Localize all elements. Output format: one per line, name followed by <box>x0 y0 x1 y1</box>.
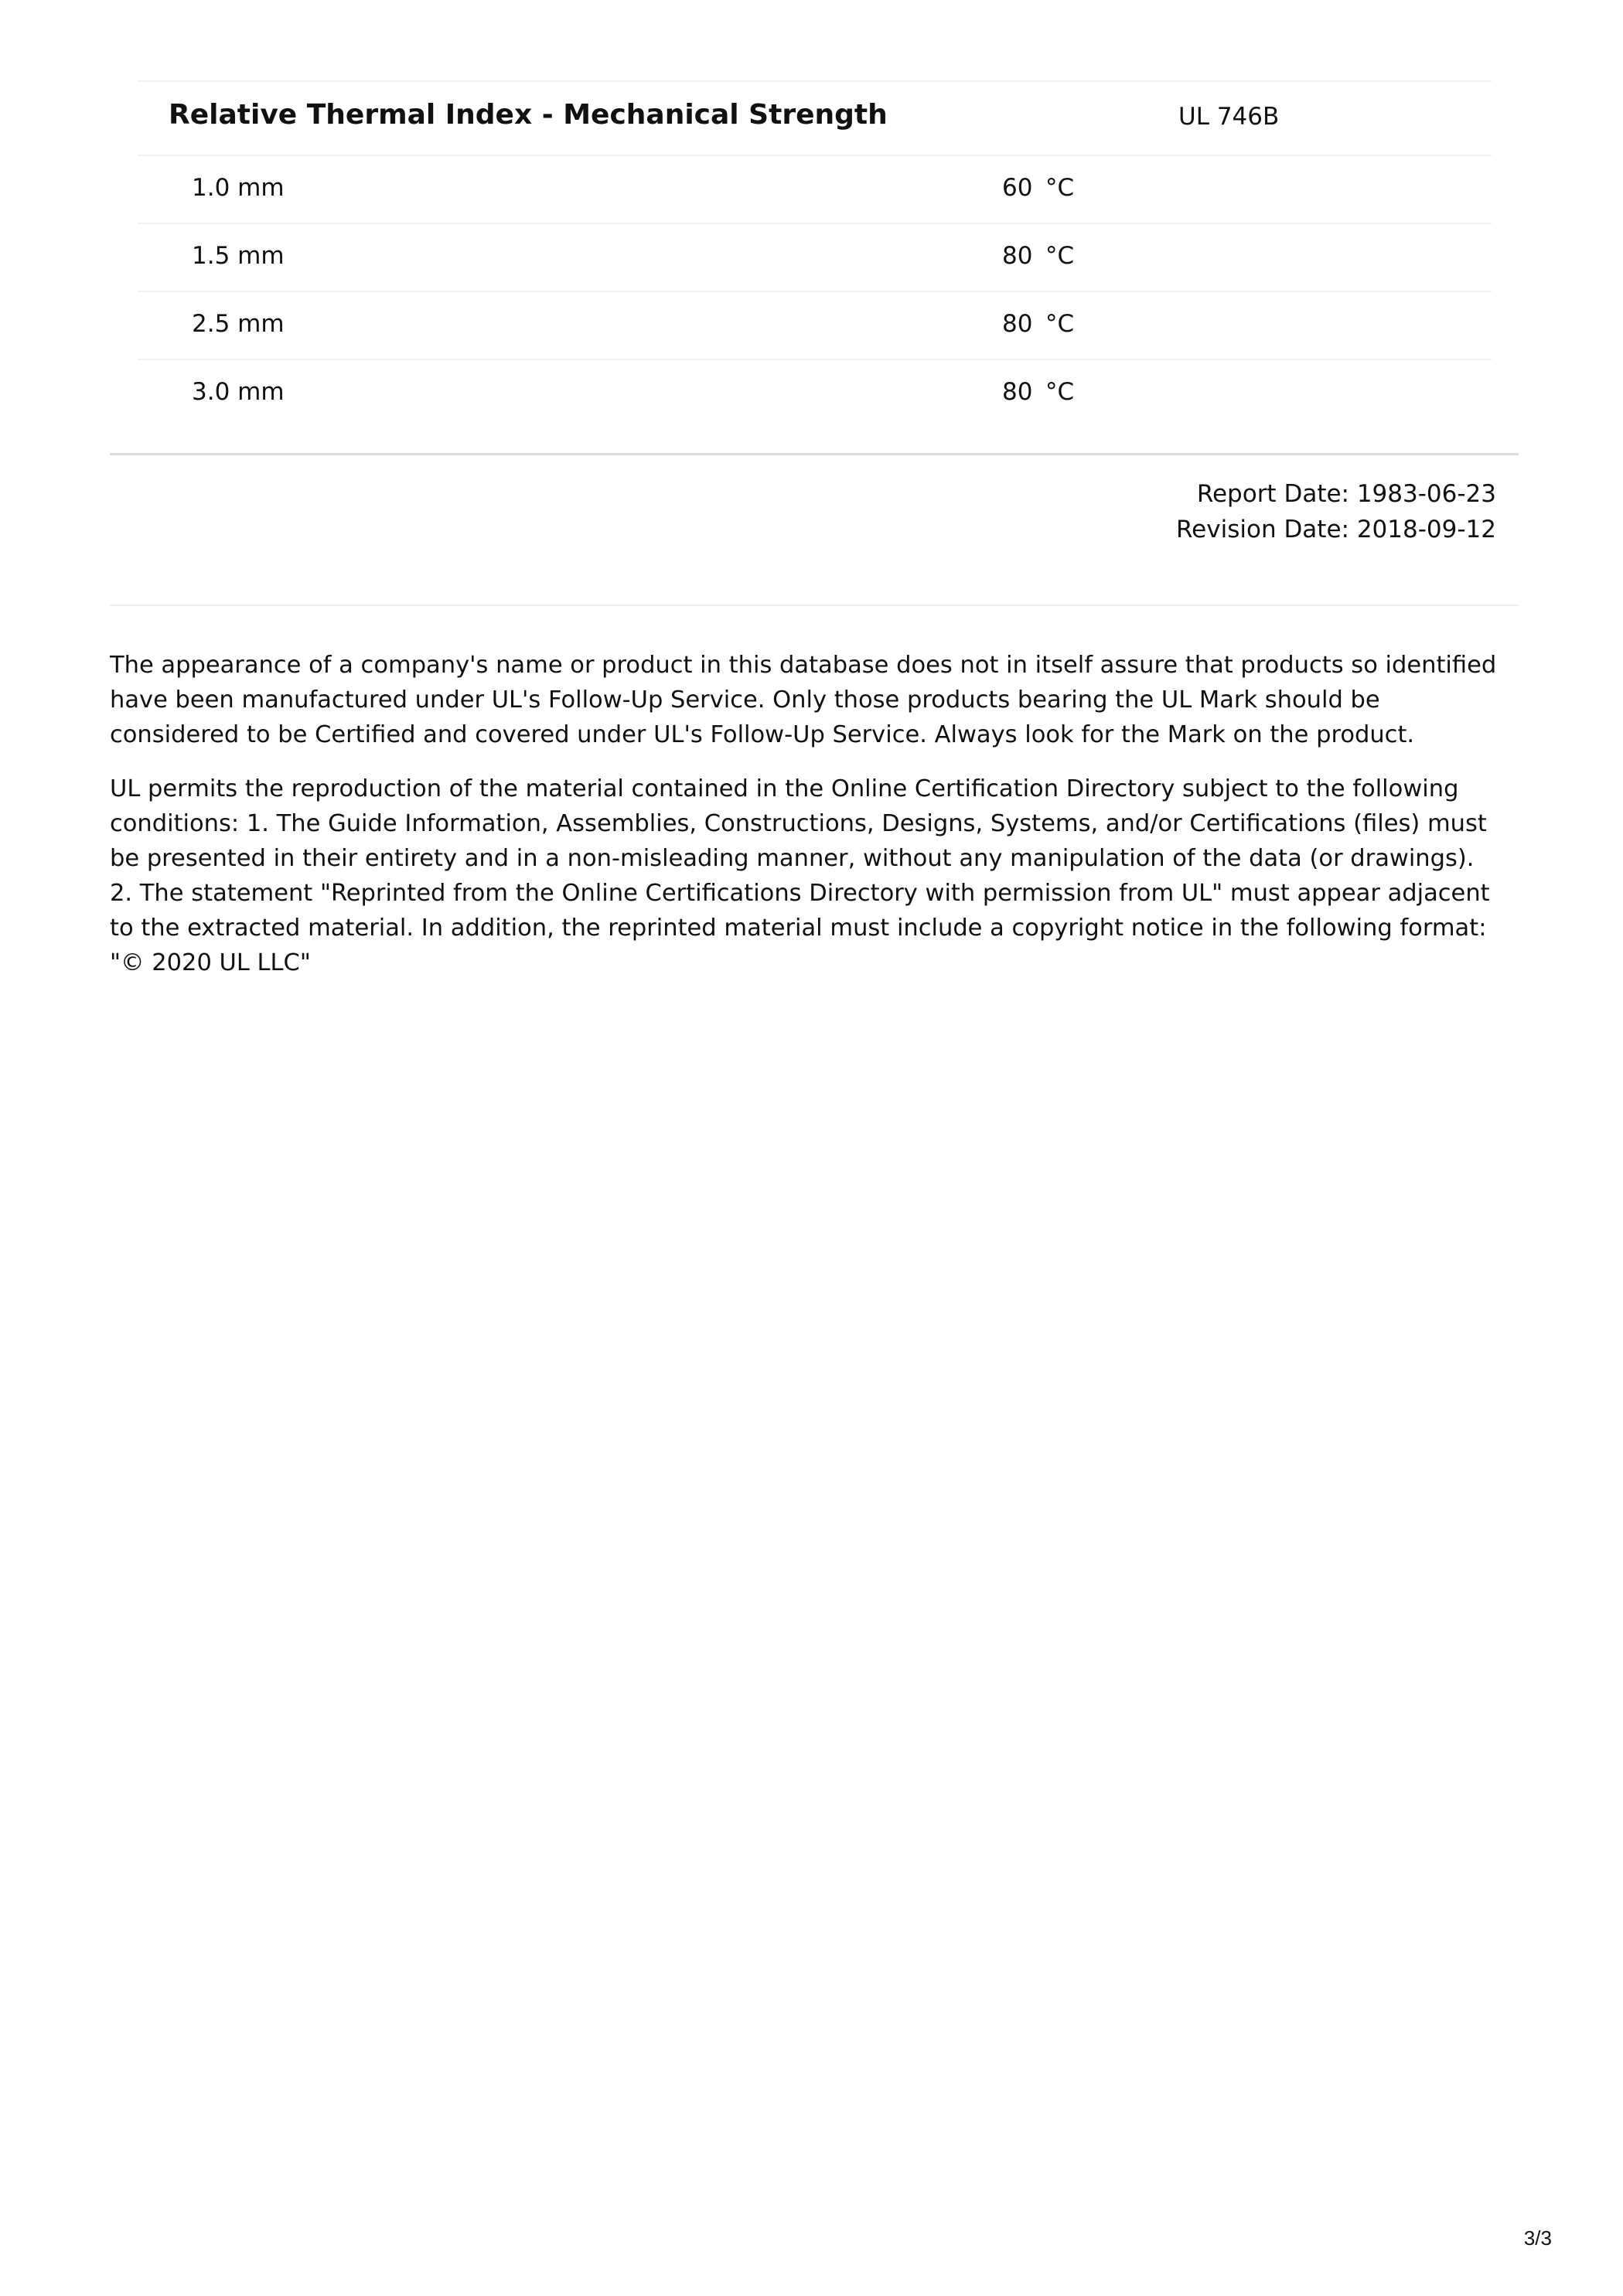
row-value: 80 <box>1002 310 1033 338</box>
revision-date: Revision Date: 2018-09-12 <box>1176 516 1496 543</box>
property-standard: UL 746B <box>1178 103 1280 131</box>
row-thickness: 1.0 mm <box>192 174 285 202</box>
property-table <box>138 80 1492 427</box>
row-thickness: 3.0 mm <box>192 378 285 406</box>
section-divider <box>110 605 1519 606</box>
disclaimer-paragraph-1: The appearance of a company's name or product in this database does not in itself assure that products so identified have been manufactured under UL's Follow-Up Service. Only those products bearing the UL Mark should be considered to be Certified and covered under UL's Follow-Up Service. Always look for the Mark on the product. <box>110 652 1497 748</box>
disclaimer-text <box>110 648 1502 1000</box>
row-thickness: 2.5 mm <box>192 310 285 338</box>
property-header <box>138 80 1492 156</box>
table-row <box>138 360 1492 427</box>
disclaimer-paragraph-2: UL permits the reproduction of the material contained in the Online Certification Directory subject to the following conditions: 1. The Guide Information, Assemblies, Constructions, Designs, Systems, and/or Certifications (files) must be presented in their entirety and in a non-misleading manner, without any manipulation of the data (or drawings). 2. The statement "Reprinted from the Online Certifications Directory with permission from UL" must appear adjacent to the extracted material. In addition, the reprinted material must include a copyright notice in the following format: "© 2020 UL LLC" <box>110 775 1490 976</box>
row-thickness: 1.5 mm <box>192 242 285 270</box>
dates-block <box>1176 476 1496 547</box>
report-date: Report Date: 1983-06-23 <box>1196 480 1496 508</box>
table-row <box>138 292 1492 360</box>
row-value: 80 <box>1002 242 1033 270</box>
table-divider <box>110 453 1519 455</box>
page-number: 3/3 <box>1523 2226 1552 2250</box>
row-unit: °C <box>1045 378 1075 406</box>
row-value: 60 <box>1002 174 1033 202</box>
row-unit: °C <box>1045 174 1075 202</box>
property-title: Relative Thermal Index - Mechanical Strength <box>169 99 888 131</box>
row-unit: °C <box>1045 242 1075 270</box>
row-value: 80 <box>1002 378 1033 406</box>
table-row <box>138 156 1492 224</box>
row-unit: °C <box>1045 310 1075 338</box>
table-row <box>138 224 1492 292</box>
